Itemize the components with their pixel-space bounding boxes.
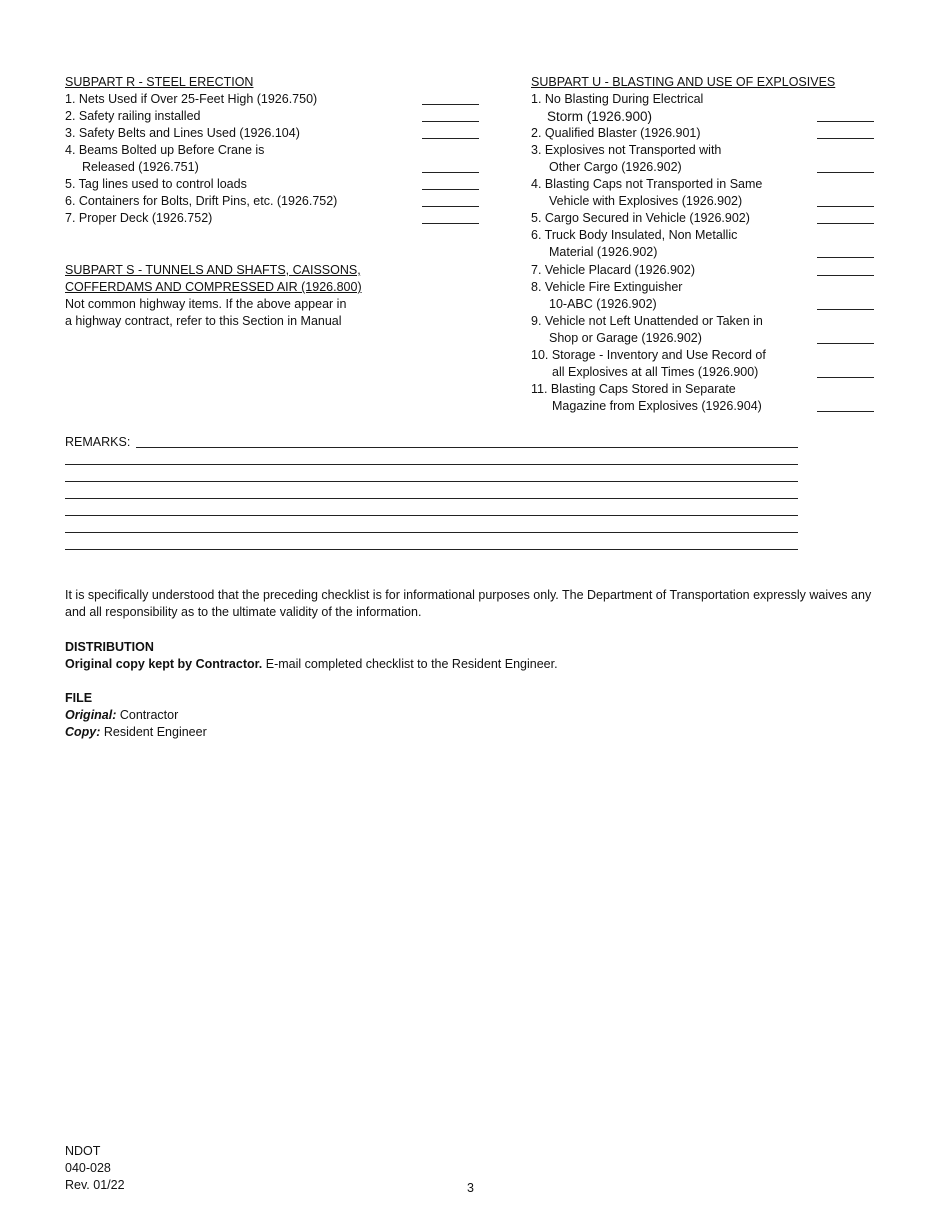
remarks-line-1[interactable] bbox=[136, 447, 798, 448]
subpart-r-item-3-blank[interactable] bbox=[422, 138, 479, 139]
file-copy bbox=[65, 724, 207, 741]
subpart-r-heading: SUBPART R - STEEL ERECTION bbox=[65, 75, 254, 89]
remarks-line-2[interactable] bbox=[65, 464, 798, 465]
subpart-u-item-4: 4. Blasting Caps not Transported in Same bbox=[531, 177, 763, 191]
subpart-u-item-5-blank[interactable] bbox=[817, 223, 874, 224]
distribution-text bbox=[65, 656, 558, 673]
subpart-u-item-4-cont: Vehicle with Explosives (1926.902) bbox=[549, 194, 743, 208]
footer-agency: NDOT bbox=[65, 1144, 101, 1158]
file-original-label: Original: bbox=[65, 708, 117, 722]
subpart-s-note-2: a highway contract, refer to this Section in Manual bbox=[65, 314, 342, 328]
subpart-u-item-1: 1. No Blasting During Electrical bbox=[531, 92, 704, 106]
subpart-r-item-6: 6. Containers for Bolts, Drift Pins, etc. (1926.752) bbox=[65, 194, 338, 208]
subpart-u-item-2-blank[interactable] bbox=[817, 138, 874, 139]
subpart-r-item-7-blank[interactable] bbox=[422, 223, 479, 224]
subpart-u-item-9-blank[interactable] bbox=[817, 343, 874, 344]
subpart-r-item-7: 7. Proper Deck (1926.752) bbox=[65, 211, 213, 225]
subpart-u-item-10: 10. Storage - Inventory and Use Record of bbox=[531, 348, 766, 362]
remarks-line-6[interactable] bbox=[65, 532, 798, 533]
remarks-label: REMARKS: bbox=[65, 435, 131, 449]
subpart-s-note-1: Not common highway items. If the above appear in bbox=[65, 297, 347, 311]
remarks-line-3[interactable] bbox=[65, 481, 798, 482]
subpart-u-item-6: 6. Truck Body Insulated, Non Metallic bbox=[531, 228, 738, 242]
footer-revision: Rev. 01/22 bbox=[65, 1178, 125, 1192]
subpart-u-item-9-cont: Shop or Garage (1926.902) bbox=[549, 331, 702, 345]
subpart-r-item-5: 5. Tag lines used to control loads bbox=[65, 177, 247, 191]
subpart-u-item-11: 11. Blasting Caps Stored in Separate bbox=[531, 382, 736, 396]
disclaimer: It is specifically understood that the preceding checklist is for informational purposes only. The Department of Transportation expressly waives any and all responsibility as to the ultimate validity of the information. bbox=[65, 588, 872, 619]
subpart-u-item-3-blank[interactable] bbox=[817, 172, 874, 173]
file-original-value: Contractor bbox=[116, 708, 179, 722]
subpart-u-item-2: 2. Qualified Blaster (1926.901) bbox=[531, 126, 701, 140]
distribution-plain-text: E-mail completed checklist to the Resident Engineer. bbox=[262, 657, 558, 671]
subpart-u-heading: SUBPART U - BLASTING AND USE OF EXPLOSIVES bbox=[531, 75, 836, 89]
subpart-u-item-5: 5. Cargo Secured in Vehicle (1926.902) bbox=[531, 211, 750, 225]
file-heading: FILE bbox=[65, 691, 93, 705]
subpart-r-item-1-blank[interactable] bbox=[422, 104, 479, 105]
subpart-r-item-3: 3. Safety Belts and Lines Used (1926.104) bbox=[65, 126, 300, 140]
footer-form-number: 040-028 bbox=[65, 1161, 111, 1175]
subpart-s-heading-1: SUBPART S - TUNNELS AND SHAFTS, CAISSONS, bbox=[65, 263, 361, 277]
subpart-r-item-4: 4. Beams Bolted up Before Crane is bbox=[65, 143, 265, 157]
subpart-u-item-11-blank[interactable] bbox=[817, 411, 874, 412]
subpart-r-item-2-blank[interactable] bbox=[422, 121, 479, 122]
subpart-u-item-11-cont: Magazine from Explosives (1926.904) bbox=[552, 399, 762, 413]
remarks-line-5[interactable] bbox=[65, 515, 798, 516]
subpart-u-item-10-cont: all Explosives at all Times (1926.900) bbox=[552, 365, 759, 379]
remarks-line-7[interactable] bbox=[65, 549, 798, 550]
subpart-u-item-1-cont: Storm (1926.900) bbox=[547, 109, 653, 124]
subpart-r-item-4-cont: Released (1926.751) bbox=[82, 160, 199, 174]
subpart-u-item-8-blank[interactable] bbox=[817, 309, 874, 310]
subpart-u-item-8-cont: 10-ABC (1926.902) bbox=[549, 297, 657, 311]
subpart-u-item-10-blank[interactable] bbox=[817, 377, 874, 378]
subpart-u-item-6-blank[interactable] bbox=[817, 257, 874, 258]
subpart-u-item-6-cont: Material (1926.902) bbox=[549, 245, 658, 259]
file-original bbox=[65, 707, 178, 724]
file-copy-label: Copy: bbox=[65, 725, 101, 739]
subpart-u-item-9: 9. Vehicle not Left Unattended or Taken in bbox=[531, 314, 763, 328]
subpart-u-item-3-cont: Other Cargo (1926.902) bbox=[549, 160, 682, 174]
distribution-heading: DISTRIBUTION bbox=[65, 640, 154, 654]
file-copy-value: Resident Engineer bbox=[100, 725, 207, 739]
subpart-r-item-2: 2. Safety railing installed bbox=[65, 109, 201, 123]
subpart-u-item-1-blank[interactable] bbox=[817, 121, 874, 122]
page-number: 3 bbox=[467, 1181, 474, 1195]
subpart-u-item-7: 7. Vehicle Placard (1926.902) bbox=[531, 263, 695, 277]
subpart-r-item-6-blank[interactable] bbox=[422, 206, 479, 207]
subpart-r-item-5-blank[interactable] bbox=[422, 189, 479, 190]
subpart-u-item-8: 8. Vehicle Fire Extinguisher bbox=[531, 280, 683, 294]
remarks-line-4[interactable] bbox=[65, 498, 798, 499]
subpart-u-item-3: 3. Explosives not Transported with bbox=[531, 143, 722, 157]
subpart-r-item-4-blank[interactable] bbox=[422, 172, 479, 173]
subpart-u-item-4-blank[interactable] bbox=[817, 206, 874, 207]
distribution-bold-text: Original copy kept by Contractor. bbox=[65, 657, 263, 671]
subpart-s-heading-2: COFFERDAMS AND COMPRESSED AIR (1926.800) bbox=[65, 280, 362, 294]
subpart-u-item-7-blank[interactable] bbox=[817, 275, 874, 276]
subpart-r-item-1: 1. Nets Used if Over 25-Feet High (1926.750) bbox=[65, 92, 318, 106]
